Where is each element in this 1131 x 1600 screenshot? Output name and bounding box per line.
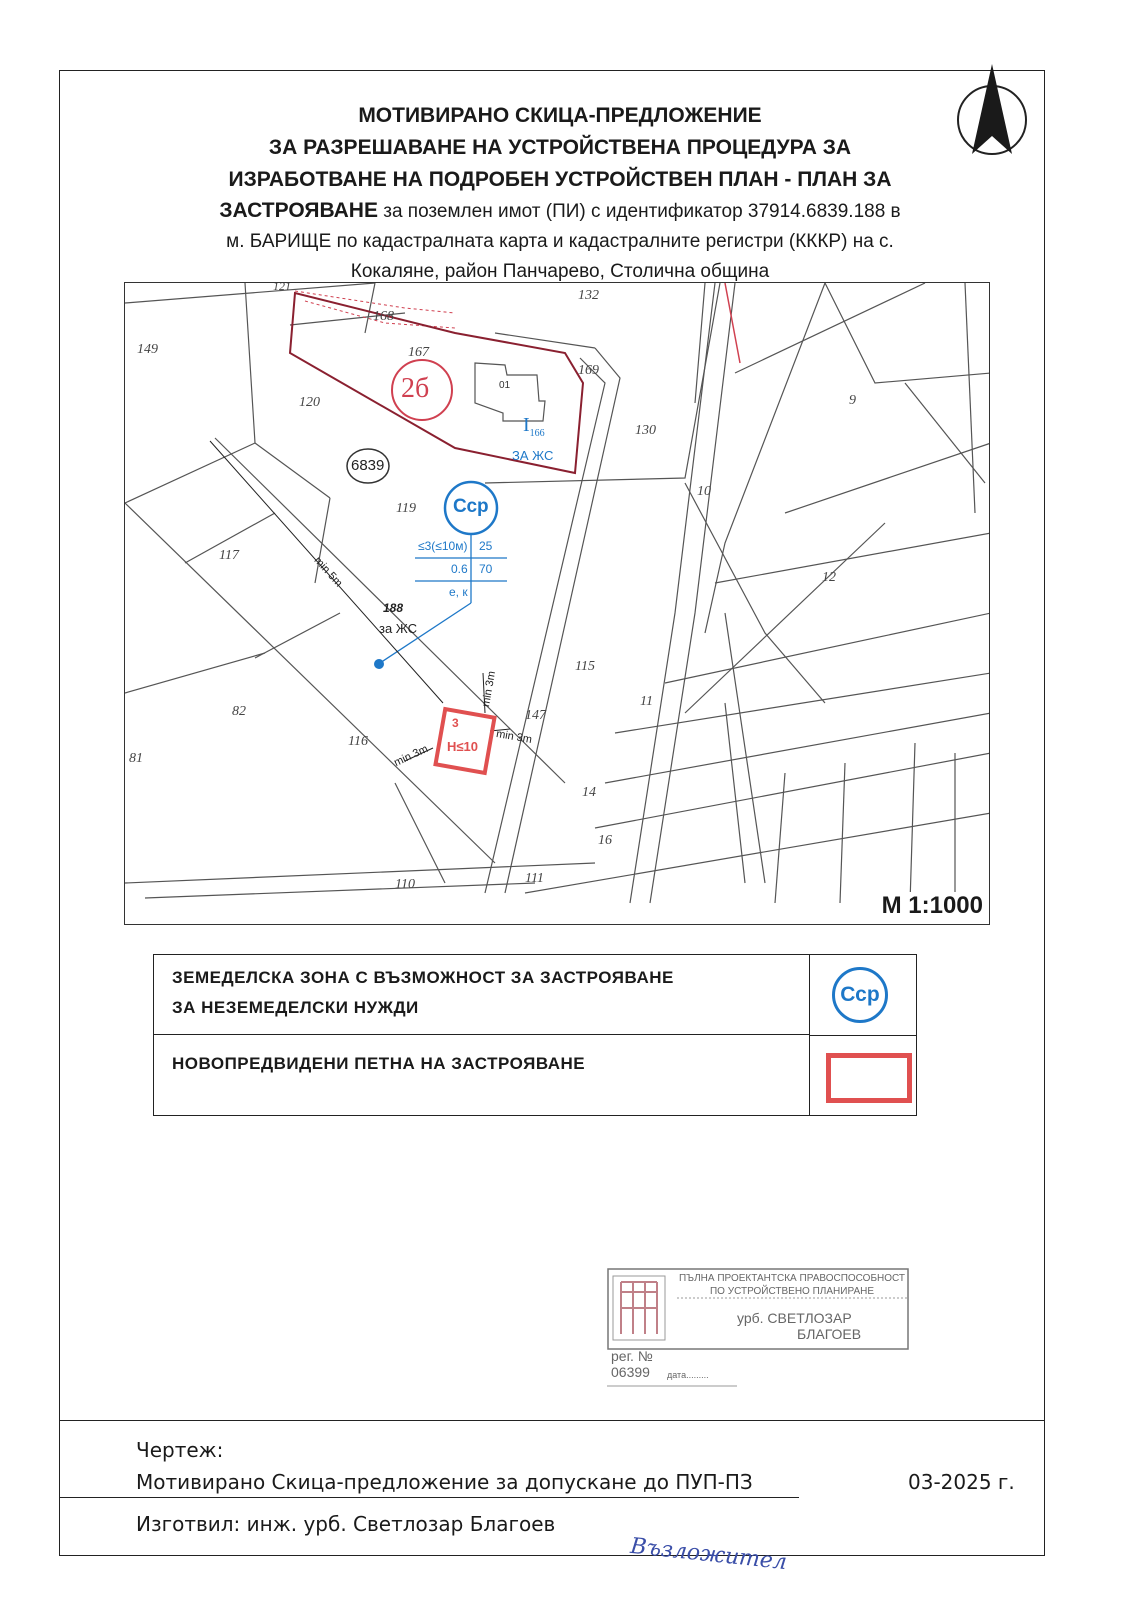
stamp-reg-label: рег. № [611, 1348, 653, 1364]
parcel-label: 16 [598, 833, 612, 848]
setback-label: min 3m [495, 727, 533, 747]
parcel-label: 9 [849, 393, 856, 408]
stamp-name-2: БЛАГОЕВ [797, 1326, 862, 1342]
quarter-sub: 166 [529, 428, 545, 439]
stamp-header-line-1: ПЪЛНА ПРОЕКТАНТСКА ПРАВОСПОСОБНОСТ [678, 1273, 906, 1284]
setback-label: min 3m [479, 670, 499, 708]
parcel-label: 119 [396, 501, 416, 516]
map-scale: М 1:1000 [881, 892, 983, 919]
footer-divider-1 [59, 1420, 1045, 1421]
legend-zone-line-2: ЗА НЕЗЕМЕДЕЛСКИ НУЖДИ [172, 998, 419, 1017]
param-density: 25 [479, 539, 493, 553]
parcel-label: 111 [525, 871, 544, 886]
setback-label: min 5m [311, 554, 345, 590]
legend-row-zone [154, 955, 810, 1035]
parcel-label: 130 [635, 423, 656, 438]
zone-code-label: Сср [453, 496, 489, 517]
parcel-label: 82 [232, 704, 246, 719]
drawing-name: Мотивирано Скица-предложение за допускане до ПУП-ПЗ [136, 1470, 753, 1494]
stamp-name-1: урб. СВЕТЛОЗАР [737, 1310, 852, 1326]
parcel-label: 81 [129, 751, 143, 766]
param-mode: е, к [449, 585, 468, 599]
legend-row-spots [154, 1035, 810, 1115]
legend-spot-symbol [826, 1053, 912, 1103]
author-line: Изготвил: инж. урб. Светлозар Благоев [136, 1512, 556, 1536]
cadastral-map [124, 282, 990, 925]
param-intensity: 0.6 [451, 562, 468, 576]
spot-number-label: 3 [452, 716, 459, 730]
plot-marker [374, 659, 384, 669]
designer-stamp [607, 1268, 913, 1388]
building-label: 01 [499, 380, 511, 391]
title-line-3: ИЗРАБОТВАНЕ НА ПОДРОБЕН УСТРОЙСТВЕН ПЛАН - ПЛАН ЗА [228, 168, 892, 191]
title-line-4-bold: ЗАСТРОЯВАНЕ [219, 199, 378, 222]
north-arrow-icon [956, 62, 1028, 162]
quarter-roman: I [523, 414, 530, 436]
title-line-1: МОТИВИРАНО СКИЦА-ПРЕДЛОЖЕНИЕ [358, 104, 762, 127]
parcel-label: 11 [640, 694, 653, 709]
client-signature: Възложител [629, 1533, 789, 1576]
legend-spots-line-1: НОВОПРЕДВИДЕНИ ПЕТНА НА ЗАСТРОЯВАНЕ [172, 1054, 586, 1073]
parcel-label: 121 [273, 282, 291, 293]
quarter-use-label: ЗА ЖС [512, 448, 554, 463]
subject-use-label: за ЖС [379, 621, 418, 636]
title-line-4-rest: за поземлен имот (ПИ) с идентификатор 37914.6839.188 в [377, 201, 901, 222]
parcel-label: 168 [373, 309, 394, 324]
zone-number-label: 2б [401, 373, 430, 404]
legend-zone-symbol: Сср [832, 967, 888, 1023]
stamp-date: дата......... [667, 1370, 709, 1380]
map-drawing [125, 283, 990, 925]
parcel-label: 115 [575, 659, 595, 674]
title-line-2: ЗА РАЗРЕШАВАНЕ НА УСТРОЙСТВЕНА ПРОЦЕДУРА ЗА [268, 136, 852, 159]
footer-divider-2 [59, 1497, 799, 1498]
parcel-label: 147 [525, 708, 546, 723]
parcel-label: 10 [697, 484, 711, 499]
parcel-label: 110 [395, 877, 415, 892]
drawing-label: Чертеж: [136, 1438, 224, 1462]
parcel-label: 149 [137, 342, 158, 357]
parcel-label: 132 [578, 288, 599, 303]
parcel-label: 117 [219, 548, 239, 563]
parcel-label: 12 [822, 570, 836, 585]
setback-label: min 3m [392, 742, 430, 770]
stamp-reg-number: 06399 [611, 1364, 650, 1380]
stamp-header-line-2: ПО УСТРОЙСТВЕНО ПЛАНИРАНЕ [709, 1286, 875, 1297]
param-height: ≤3(≤10м) [418, 539, 468, 553]
legend-table [153, 954, 917, 1116]
spot-height-label: H≤10 [447, 739, 478, 754]
cadastral-area-label: 6839 [351, 457, 385, 474]
issue-date: 03-2025 г. [908, 1470, 1015, 1494]
parcel-label: 14 [582, 785, 596, 800]
stamp-header [677, 1272, 907, 1298]
parcel-label: 120 [299, 395, 320, 410]
parcel-label: 167 [408, 345, 429, 360]
title-block [120, 100, 1000, 287]
parcel-label: 116 [348, 734, 368, 749]
quarter-label [523, 414, 545, 439]
subject-plot-label: 188 [383, 601, 404, 615]
legend-zone-line-1: ЗЕМЕДЕЛСКА ЗОНА С ВЪЗМОЖНОСТ ЗА ЗАСТРОЯВАНЕ [172, 968, 674, 987]
title-line-5: м. БАРИЩЕ по кадастралната карта и кадастралните регистри (КККР) на с. [226, 231, 894, 252]
param-green: 70 [479, 562, 493, 576]
title-line-4 [120, 196, 1000, 227]
parcel-label: 169 [578, 363, 599, 378]
title-line-6: Кокаляне, район Панчарево, Столична община [350, 261, 770, 282]
